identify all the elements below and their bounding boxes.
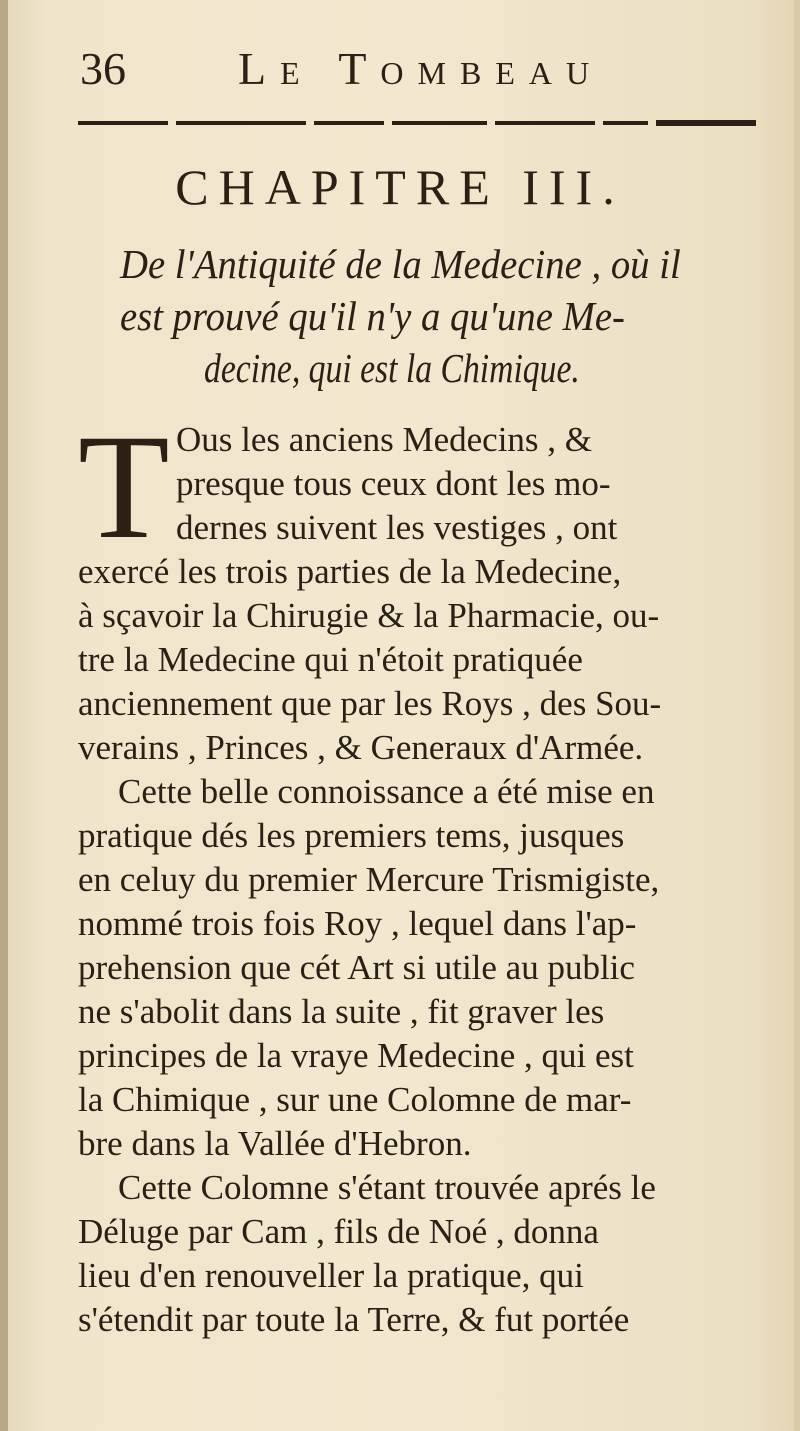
text-line: verains , Princes , & Generaux d'Armée. — [78, 728, 644, 767]
text-line: principes de la vraye Medecine , qui est — [78, 1036, 634, 1075]
chapter-subtitle-line: est prouvé qu'il n'y a qu'une Me- — [120, 293, 625, 339]
text-line: bre dans la Vallée d'Hebron. — [78, 1124, 472, 1163]
text-line: s'étendit par toute la Terre, & fut portée — [78, 1300, 630, 1339]
text-line: lieu d'en renouveller la pratique, qui — [78, 1256, 584, 1295]
text-line: dernes suivent les vestiges , ont — [176, 508, 618, 547]
text-line: tre la Medecine qui n'étoit pratiquée — [78, 640, 583, 679]
chapter-heading: CHAPITRE III. — [175, 159, 625, 215]
text-line: la Chimique , sur une Colomne de mar- — [78, 1080, 632, 1119]
text-line: anciennement que par les Roys , des Sou- — [78, 684, 662, 723]
text-line: ne s'abolit dans la suite , fit graver les — [78, 992, 605, 1031]
text-line: prehension que cét Art si utile au public — [78, 948, 635, 987]
text-line: presque tous ceux dont les mo- — [176, 464, 611, 503]
running-title: Le Tombeau — [238, 43, 604, 94]
text-line: nommé trois fois Roy , lequel dans l'ap- — [78, 904, 637, 943]
text-line: Ous les anciens Medecins , & — [176, 420, 593, 459]
text-line: Cette Colomne s'étant trouvée aprés le — [118, 1168, 656, 1207]
text-line: Déluge par Cam , fils de Noé , donna — [78, 1212, 599, 1251]
header-rule — [78, 118, 758, 128]
text-line: exercé les trois parties de la Medecine, — [78, 552, 622, 591]
text-line: à sçavoir la Chirugie & la Pharmacie, ou- — [78, 596, 660, 635]
text-line: pratique dés les premiers tems, jusques — [78, 816, 625, 855]
chapter-subtitle-line: De l'Antiquité de la Medecine , où il — [120, 241, 681, 287]
text-line: Cette belle connoissance a été mise en — [118, 772, 655, 811]
drop-cap: T — [78, 404, 170, 570]
page-header — [80, 42, 720, 102]
page-number: 36 — [80, 43, 126, 94]
text-line: en celuy du premier Mercure Trismigiste, — [78, 860, 660, 899]
chapter-subtitle-line: decine, qui est la Chimique. — [204, 345, 580, 391]
